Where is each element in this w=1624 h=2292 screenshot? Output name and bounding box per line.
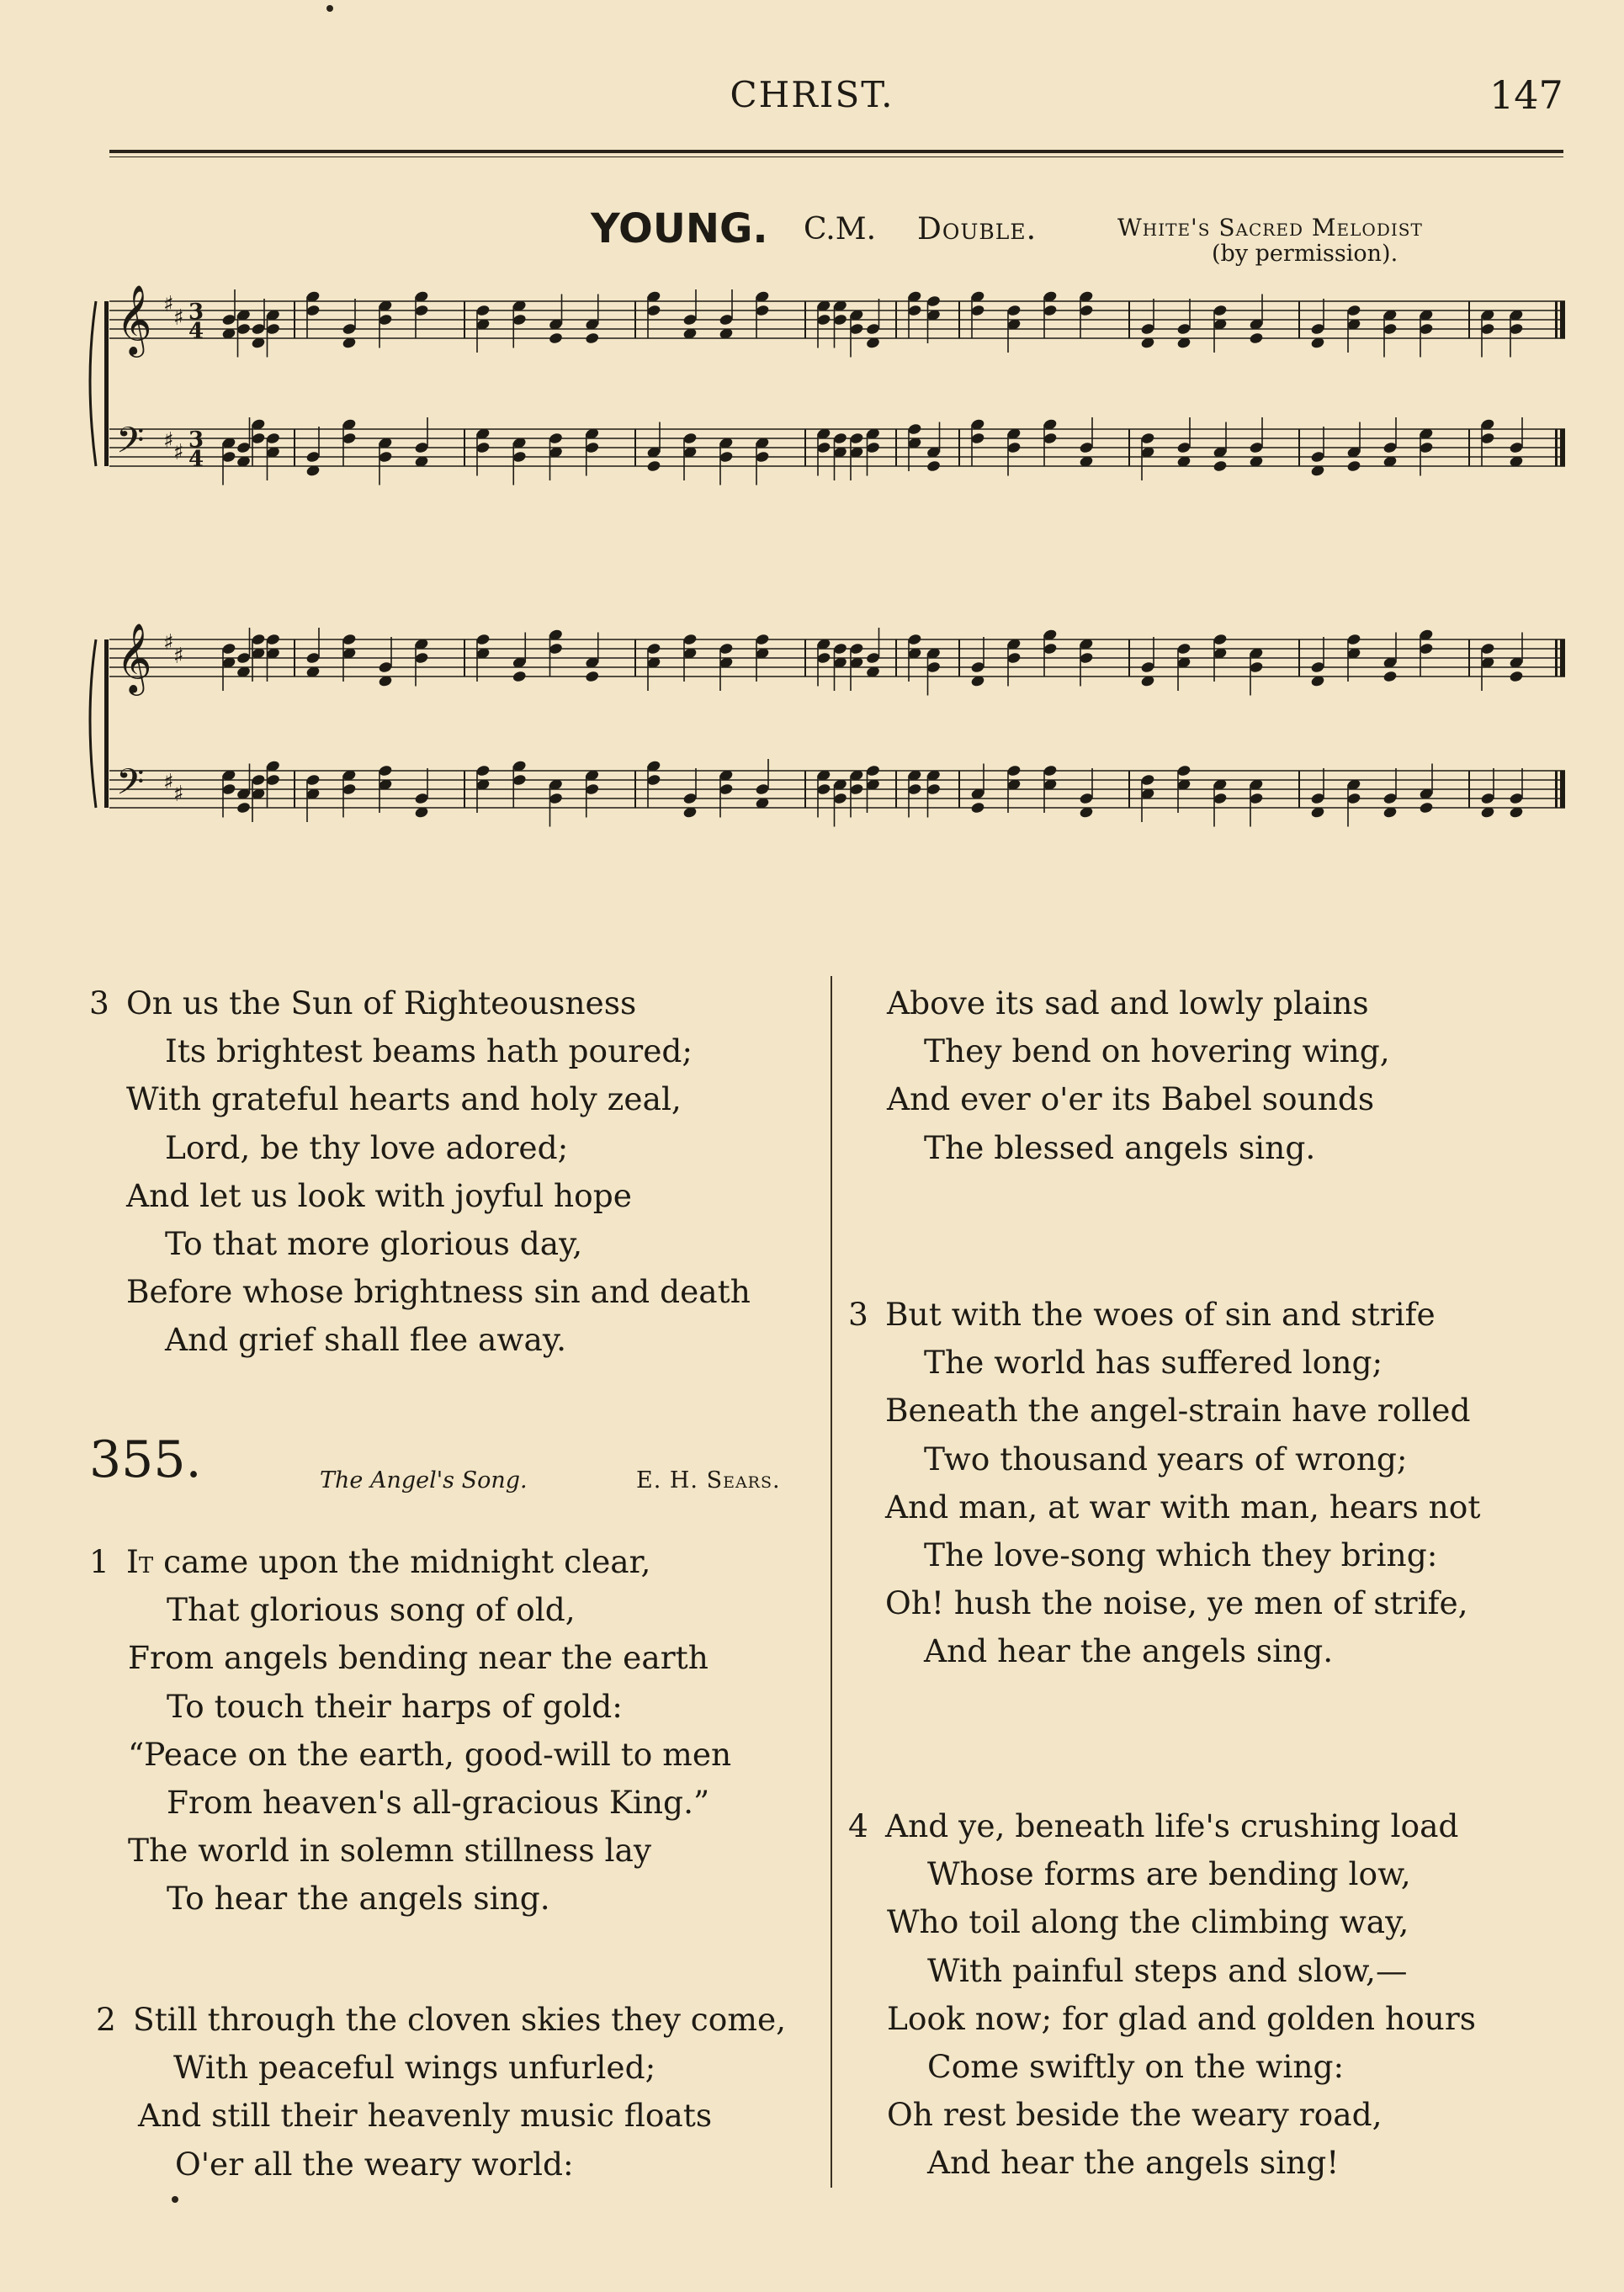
verse-line: To touch their harps of gold: bbox=[167, 1687, 623, 1725]
sharp-sign: ♯ bbox=[173, 305, 184, 331]
verse-line: Beneath the angel-strain have rolled bbox=[885, 1392, 1471, 1430]
verse-line: To hear the angels sing. bbox=[167, 1880, 550, 1918]
verse-line: Before whose brightness sin and death bbox=[126, 1273, 751, 1311]
stanza-number: 4 bbox=[848, 1807, 868, 1844]
verse-line: 3 But with the woes of sin and strife bbox=[848, 1291, 1480, 1339]
final-bar-thick bbox=[1560, 301, 1565, 338]
first-word: It bbox=[126, 1543, 154, 1580]
verse-line: 1 It came upon the midnight clear, bbox=[89, 1538, 731, 1586]
hymn-stanza-4 bbox=[848, 1802, 1476, 2188]
verse-line: They bend on hovering wing, bbox=[924, 1032, 1390, 1070]
note-head bbox=[1509, 670, 1524, 682]
note-head bbox=[512, 670, 527, 682]
print-mark bbox=[172, 2196, 178, 2203]
verse-line: Come swiftly on the wing: bbox=[927, 2047, 1345, 2085]
system-brace bbox=[90, 301, 96, 466]
final-bar-thin bbox=[1555, 771, 1558, 808]
verse-line: From angels bending near the earth bbox=[128, 1639, 709, 1677]
tune-name: YOUNG. bbox=[591, 205, 768, 252]
note-head bbox=[549, 332, 564, 344]
tune-arrangement: Double. bbox=[917, 212, 1038, 247]
note-head bbox=[585, 670, 600, 682]
tune-permission: (by permission). bbox=[1212, 241, 1398, 267]
final-bar-thick bbox=[1560, 639, 1565, 676]
verse-line: The love-song which they bring: bbox=[924, 1536, 1438, 1573]
time-signature-top: 3 bbox=[188, 300, 204, 325]
hymn-stanza-2-continued bbox=[887, 979, 1390, 1172]
verse-line: And still their heavenly music floats bbox=[138, 2097, 713, 2135]
hymn-author: E. H. Sears. bbox=[636, 1467, 781, 1494]
verse-line: That glorious song of old, bbox=[167, 1591, 576, 1629]
verse-line: Whose forms are bending low, bbox=[927, 1855, 1411, 1893]
stanza-number: 2 bbox=[96, 2001, 116, 2038]
prev-hymn-stanza-3 bbox=[89, 979, 751, 1365]
page-number: 147 bbox=[1489, 72, 1563, 118]
time-signature-bottom: 4 bbox=[188, 447, 204, 472]
music-score bbox=[84, 261, 1582, 897]
sharp-sign: ♯ bbox=[163, 770, 174, 795]
system-bracket bbox=[104, 639, 109, 808]
hymn-title: The Angel's Song. bbox=[320, 1467, 528, 1494]
running-header-title: CHRIST. bbox=[730, 74, 894, 115]
verse-line: And grief shall flee away. bbox=[165, 1321, 566, 1359]
stanza-number: 1 bbox=[89, 1543, 109, 1580]
verse-line: And hear the angels sing. bbox=[924, 1632, 1334, 1670]
verse-line: The blessed angels sing. bbox=[924, 1128, 1316, 1166]
stanza-number: 3 bbox=[848, 1296, 868, 1333]
note-head bbox=[1346, 459, 1361, 472]
tune-source: White's Sacred Melodist bbox=[1117, 214, 1423, 241]
stanza-number: 3 bbox=[89, 984, 109, 1021]
verse-line: From heaven's all-gracious King.” bbox=[167, 1783, 710, 1821]
verse-line: And ever o'er its Babel sounds bbox=[887, 1080, 1375, 1118]
verse-line: Its brightest beams hath poured; bbox=[165, 1032, 693, 1070]
final-bar-thin bbox=[1555, 301, 1558, 338]
verse-line: And let us look with joyful hope bbox=[126, 1176, 632, 1214]
system-brace bbox=[90, 639, 96, 808]
print-mark bbox=[326, 5, 333, 12]
verse-line: The world has suffered long; bbox=[924, 1344, 1383, 1382]
header-rule bbox=[109, 150, 1563, 153]
note-head bbox=[1419, 801, 1434, 814]
bass-clef: 𝄢 bbox=[116, 420, 145, 470]
verse-line: With peaceful wings unfurled; bbox=[173, 2049, 656, 2087]
verse-line: Lord, be thy love adored; bbox=[165, 1128, 569, 1166]
bass-clef: 𝄢 bbox=[116, 761, 145, 812]
hymn-stanza-3 bbox=[848, 1291, 1480, 1676]
treble-clef: 𝄞 bbox=[116, 622, 152, 692]
note-head bbox=[1213, 459, 1228, 472]
verse-line: 3 On us the Sun of Righteousness bbox=[89, 979, 751, 1027]
sharp-sign: ♯ bbox=[163, 428, 174, 454]
verse-line: Who toil along the climbing way, bbox=[887, 1903, 1409, 1941]
time-signature-bottom: 4 bbox=[188, 319, 204, 344]
sharp-sign: ♯ bbox=[173, 782, 184, 807]
final-bar-thick bbox=[1560, 771, 1565, 808]
note-head bbox=[970, 801, 985, 814]
verse-line: To that more glorious day, bbox=[165, 1224, 583, 1262]
verse-line: Oh rest beside the weary road, bbox=[887, 2096, 1383, 2134]
verse-line: The world in solemn stillness lay bbox=[128, 1832, 652, 1870]
system-bracket bbox=[104, 301, 109, 466]
sharp-sign: ♯ bbox=[163, 630, 174, 655]
verse-line: “Peace on the earth, good-will to men bbox=[128, 1735, 732, 1773]
note-head bbox=[1383, 670, 1398, 682]
treble-clef: 𝄞 bbox=[116, 284, 152, 354]
note-head bbox=[646, 459, 661, 472]
verse-line: And man, at war with man, hears not bbox=[885, 1488, 1481, 1525]
sharp-sign: ♯ bbox=[163, 292, 174, 317]
final-bar-thick bbox=[1560, 429, 1565, 466]
verse-line: And hear the angels sing! bbox=[927, 2144, 1340, 2182]
final-bar-thin bbox=[1555, 639, 1558, 676]
hymn-stanza-1 bbox=[89, 1538, 731, 1923]
verse-line: Look now; for glad and golden hours bbox=[887, 1999, 1476, 2037]
verse-line: Oh! hush the noise, ye men of strife, bbox=[885, 1584, 1468, 1622]
sharp-sign: ♯ bbox=[173, 440, 184, 465]
verse-line: 4 And ye, beneath life's crushing load bbox=[848, 1802, 1476, 1850]
tune-meter: C.M. bbox=[804, 212, 877, 247]
hymn-number: 355. bbox=[89, 1430, 202, 1489]
note-head bbox=[1249, 332, 1264, 344]
verse-line: With painful steps and slow,— bbox=[927, 1951, 1408, 1989]
verse-line: O'er all the weary world: bbox=[175, 2145, 574, 2183]
note-head bbox=[926, 459, 942, 472]
sharp-sign: ♯ bbox=[173, 644, 184, 669]
note-head bbox=[585, 332, 600, 344]
final-bar-thin bbox=[1555, 429, 1558, 466]
verse-line: With grateful hearts and holy zeal, bbox=[126, 1080, 682, 1118]
note-head bbox=[236, 801, 252, 814]
verse-line: Two thousand years of wrong; bbox=[924, 1440, 1408, 1478]
time-signature-top: 3 bbox=[188, 427, 204, 453]
verse-line: Above its sad and lowly plains bbox=[887, 984, 1369, 1021]
column-divider bbox=[831, 976, 832, 2188]
verse-line: 2 Still through the cloven skies they come, bbox=[96, 1996, 786, 2044]
hymn-stanza-2 bbox=[96, 1996, 786, 2189]
